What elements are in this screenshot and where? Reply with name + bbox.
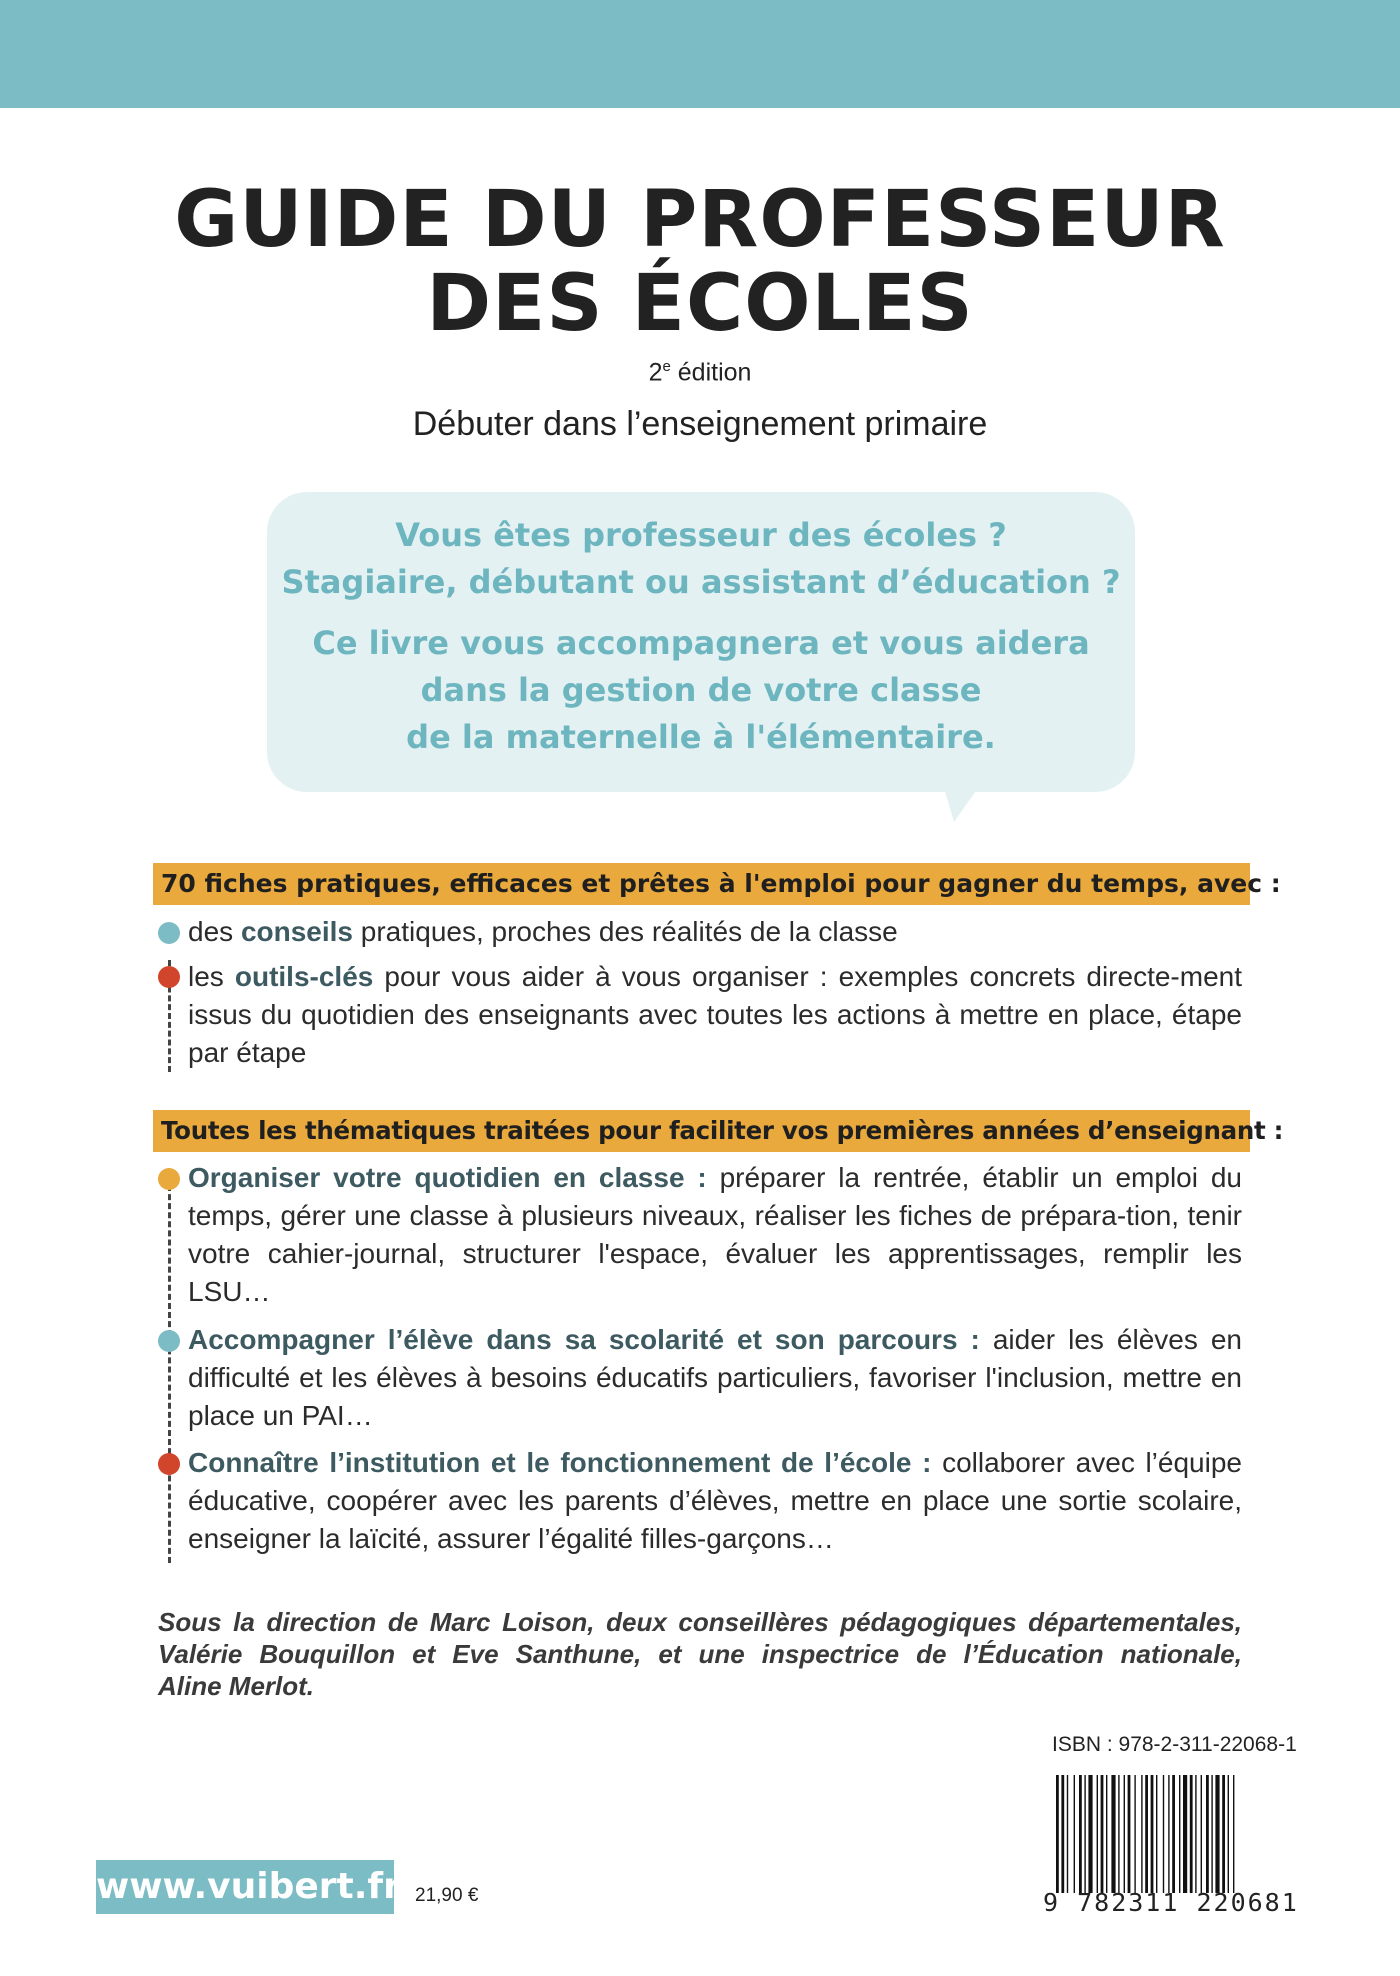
barcode-bar xyxy=(1134,1775,1135,1893)
bullet-red-icon xyxy=(158,1453,180,1475)
barcode-bar xyxy=(1168,1775,1169,1893)
title-line-1: GUIDE DU PROFESSEUR xyxy=(174,175,1226,265)
barcode-bar xyxy=(1183,1775,1187,1893)
barcode-bar xyxy=(1061,1775,1064,1893)
bubble-line-5: de la maternelle à l'élémentaire. xyxy=(406,718,996,756)
barcode-bar xyxy=(1233,1775,1234,1893)
edition-superscript: e xyxy=(662,358,671,375)
item-text: des xyxy=(188,916,241,947)
item-lead: Connaître l’institution et le fonctionnement de l’école : xyxy=(188,1447,932,1478)
item-text: pour vous aider à vous organiser : exemples concrets directe-ment issus du quotidien des enseignants avec toutes les actions à mettre en place, étape par étape xyxy=(188,961,1243,1068)
item-text: pratiques, proches des réalités de la classe xyxy=(353,916,898,947)
item-text: aider les élèves en difficulté et les élèves à besoins éducatifs particuliers, favoriser l'inclusion, mettre en place un PAI… xyxy=(188,1324,1242,1431)
section-2-heading: Toutes les thématiques traitées pour faciliter vos premières années d’enseignant : xyxy=(153,1110,1250,1152)
barcode-bar xyxy=(1179,1775,1180,1893)
credits-line-3: Aline Merlot. xyxy=(158,1671,315,1701)
barcode-bar xyxy=(1067,1775,1068,1893)
price-label: 21,90 € xyxy=(415,1885,479,1906)
barcode-bar xyxy=(1156,1775,1157,1893)
barcode-bar xyxy=(1079,1775,1082,1893)
barcode-bar xyxy=(1206,1775,1209,1893)
isbn-label: ISBN : 978-2-311-22068-1 xyxy=(1052,1733,1297,1756)
section-1-heading: 70 fiches pratiques, efficaces et prêtes à l'emploi pour gagner du temps, avec : xyxy=(153,863,1250,905)
bullet-orange-icon xyxy=(158,1168,180,1190)
section-1-item-1 xyxy=(188,913,1242,951)
item-bold: conseils xyxy=(240,916,353,947)
book-title xyxy=(0,175,1400,349)
speech-bubble-tail xyxy=(944,788,978,822)
item-text: collaborer avec l’équipe éducative, coopérer avec les parents d’élèves, mettre en place une sortie scolaire, enseigner la laïcité, assurer l’égalité filles-garçons… xyxy=(188,1447,1242,1554)
edition-label xyxy=(0,358,1400,387)
barcode-bar xyxy=(1106,1775,1107,1893)
bubble-line-2: Stagiaire, débutant ou assistant d’éducation ? xyxy=(281,563,1121,601)
section-2-item-3 xyxy=(188,1444,1242,1558)
barcode-bar xyxy=(1190,1775,1193,1893)
item-text: préparer la rentrée, établir un emploi du temps, gérer une classe à plusieurs niveaux, réaliser les fiches de prépara-tion, tenir votre cahier-journal, structurer l'espace, évaluer les apprentissages, remplir les LSU… xyxy=(188,1162,1242,1307)
barcode-bar xyxy=(1084,1775,1085,1893)
barcode-bar xyxy=(1118,1775,1119,1893)
item-text: les xyxy=(188,961,235,992)
section-1-item-2 xyxy=(188,958,1242,1072)
item-lead: Organiser votre quotidien en classe : xyxy=(188,1162,707,1193)
section-2-item-2 xyxy=(188,1321,1242,1435)
dashed-connector xyxy=(168,1185,171,1563)
barcode-bar xyxy=(1215,1775,1219,1893)
barcode-bar xyxy=(1101,1775,1104,1893)
barcode-bar xyxy=(1088,1775,1092,1893)
barcode-bar xyxy=(1163,1775,1164,1893)
barcode-bar xyxy=(1097,1775,1098,1893)
barcode-bar xyxy=(1222,1775,1225,1893)
barcode xyxy=(1056,1775,1278,1893)
barcode-bar xyxy=(1141,1775,1142,1893)
bullet-red-icon xyxy=(158,966,180,988)
edition-word: édition xyxy=(670,358,752,387)
authors-credits xyxy=(158,1606,1242,1702)
barcode-bar xyxy=(1151,1775,1154,1893)
barcode-bar xyxy=(1145,1775,1148,1893)
barcode-bar xyxy=(1201,1775,1202,1893)
credits-line-1: Sous la direction de Marc Loison, deux conseillères pédagogiques départementales, xyxy=(158,1607,1242,1637)
barcode-bar xyxy=(1228,1775,1229,1893)
title-line-2: DES ÉCOLES xyxy=(426,259,974,349)
bubble-line-4: dans la gestion de votre classe xyxy=(420,671,982,709)
barcode-digits: 9 782311 220681 xyxy=(1043,1888,1299,1917)
barcode-bar xyxy=(1056,1775,1059,1893)
edition-number: 2 xyxy=(648,358,663,387)
barcode-bar xyxy=(1074,1775,1075,1893)
barcode-bar xyxy=(1172,1775,1175,1893)
bullet-teal-icon xyxy=(158,1330,180,1352)
item-lead: Accompagner l’élève dans sa scolarité et son parcours : xyxy=(188,1324,980,1355)
barcode-bar xyxy=(1128,1775,1131,1893)
bubble-line-3: Ce livre vous accompagnera et vous aidera xyxy=(312,624,1090,662)
top-color-band xyxy=(0,0,1400,108)
speech-bubble-text xyxy=(267,512,1135,761)
barcode-bar xyxy=(1111,1775,1115,1893)
section-2-item-1 xyxy=(188,1159,1242,1311)
publisher-website[interactable]: www.vuibert.fr xyxy=(96,1860,394,1914)
credits-line-2: Valérie Bouquillon et Eve Santhune, et une inspectrice de l’Éducation nationale, xyxy=(158,1639,1242,1669)
barcode-bar xyxy=(1124,1775,1125,1893)
bubble-line-1: Vous êtes professeur des écoles ? xyxy=(395,516,1007,554)
barcode-bar xyxy=(1211,1775,1212,1893)
bullet-teal-icon xyxy=(158,922,180,944)
book-subtitle: Débuter dans l’enseignement primaire xyxy=(412,405,988,443)
barcode-bar xyxy=(1195,1775,1196,1893)
item-bold: outils-clés xyxy=(234,961,374,992)
